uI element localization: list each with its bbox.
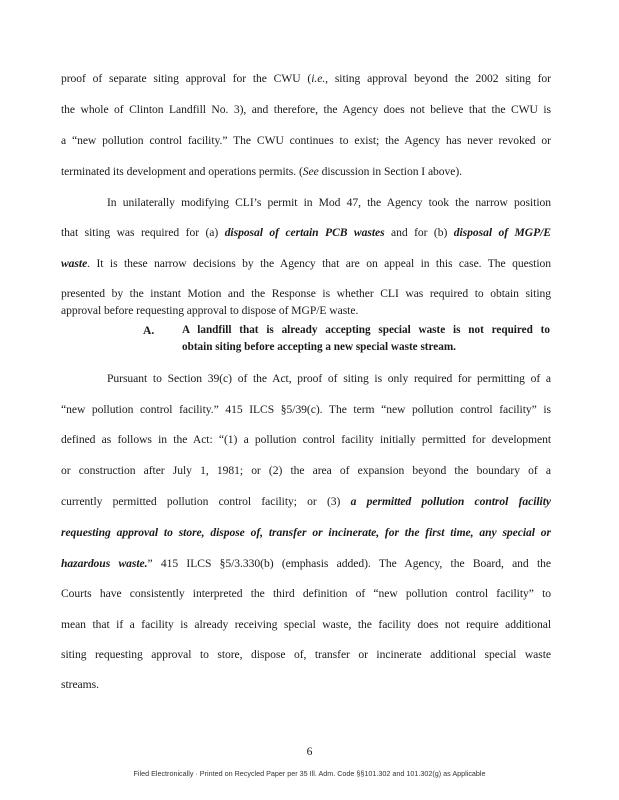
p2-line-2: that siting was required for (a) disposal of certain PCB wastes and for (b) disposal of MGP/E [61, 226, 551, 239]
p2-line-4: presented by the instant Motion and the Response is whether CLI was required to obtain siting [61, 287, 551, 300]
p1-line-1: proof of separate siting approval for the CWU (i.e., siting approval beyond the 2002 siting for [61, 72, 551, 85]
p3-line-9: mean that if a facility is already receiving special waste, the facility does not require additional [61, 618, 551, 631]
p3-line-8: Courts have consistently interpreted the third definition of “new pollution control facility” to [61, 587, 551, 600]
p3-line-3: defined as follows in the Act: “(1) a pollution control facility initially permitted for development [61, 433, 551, 446]
page-number: 6 [306, 745, 313, 758]
p3-line-6: requesting approval to store, dispose of, transfer or incinerate, for the first time, any special or [61, 526, 551, 539]
p3-line-2: “new pollution control facility.” 415 ILCS §5/39(c). The term “new pollution control facility” is [61, 403, 551, 416]
p3-line-10: siting requesting approval to store, dispose of, transfer or incinerate additional special waste [61, 648, 551, 661]
section-heading-line-1: A landfill that is already accepting special waste is not required to [182, 324, 550, 336]
filing-footer: Filed Electronically · Printed on Recycled Paper per 35 Ill. Adm. Code §§101.302 and 101.302(g) as Applicable [133, 769, 486, 778]
p1-line-4: terminated its development and operations permits. (See discussion in Section I above). [61, 165, 463, 178]
p2-line-1: In unilaterally modifying CLI’s permit in Mod 47, the Agency took the narrow position [107, 196, 551, 209]
p2-line-3: waste. It is these narrow decisions by the Agency that are on appeal in this case. The question [61, 257, 551, 270]
p1-line-3: a “new pollution control facility.” The CWU continues to exist; the Agency has never revoked or [61, 134, 551, 147]
p3-line-11: streams. [61, 678, 99, 691]
p3-line-4: or construction after July 1, 1981; or (2) the area of expansion beyond the boundary of a [61, 464, 551, 477]
p1-line-2: the whole of Clinton Landfill No. 3), and therefore, the Agency does not believe that the CWU is [61, 103, 551, 116]
p3-line-7: hazardous waste.” 415 ILCS §5/3.330(b) (emphasis added). The Agency, the Board, and the [61, 557, 551, 570]
p2-line-5: approval before requesting approval to dispose of MGP/E waste. [61, 304, 359, 317]
section-heading-label: A. [143, 324, 155, 337]
section-heading-line-2: obtain siting before accepting a new special waste stream. [182, 341, 456, 353]
p3-line-1: Pursuant to Section 39(c) of the Act, proof of siting is only required for permitting of a [107, 372, 551, 385]
p3-line-5: currently permitted pollution control facility; or (3) a permitted pollution control facility [61, 495, 551, 508]
